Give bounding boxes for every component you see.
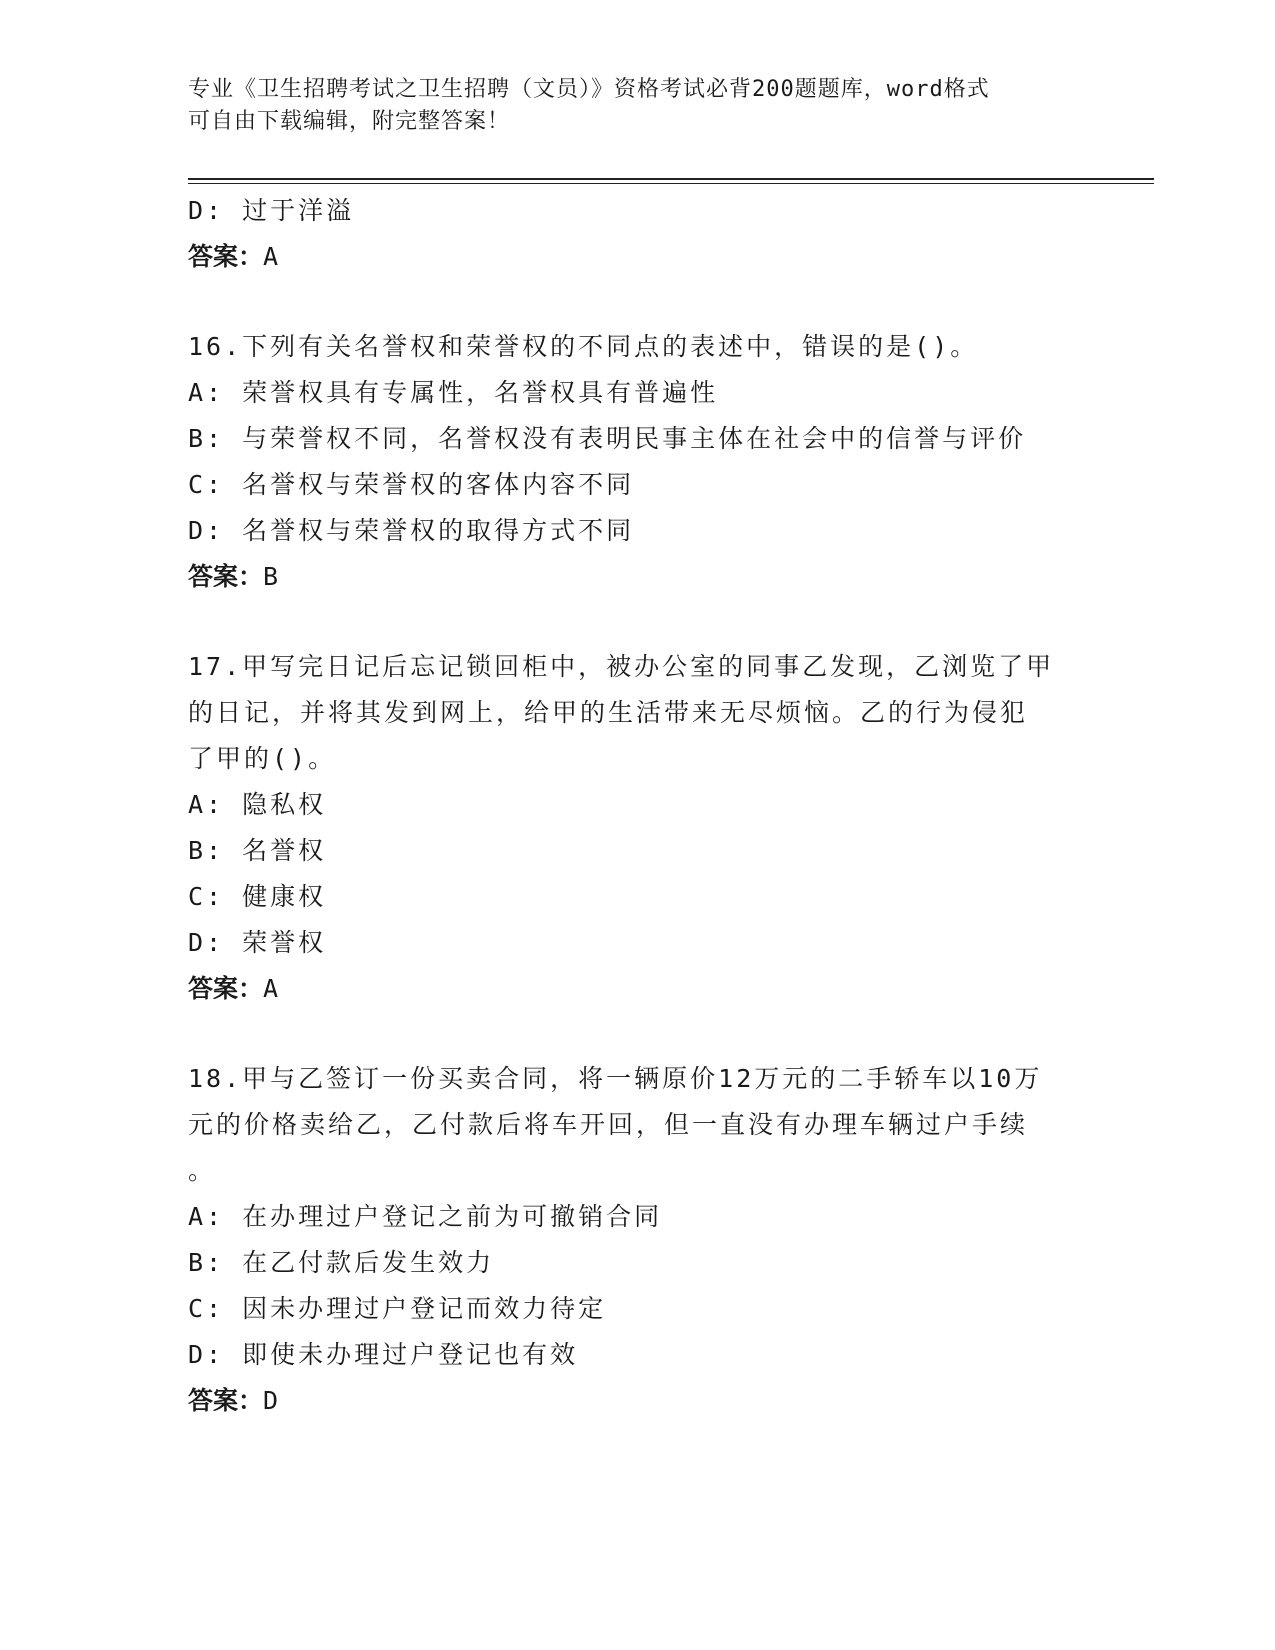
answer-value: A [263, 242, 279, 271]
option-c: C: 健康权 [188, 882, 327, 911]
option-d: D: 过于洋溢 [188, 196, 355, 225]
answer-value: A [263, 974, 279, 1003]
option-a: A: 隐私权 [188, 790, 327, 819]
option-a: A: 荣誉权具有专属性，名誉权具有普遍性 [188, 378, 719, 407]
option-b: B: 名誉权 [188, 836, 327, 865]
question-list [188, 188, 1088, 1424]
document-header [188, 74, 1068, 138]
answer-label: 答案： [188, 562, 264, 591]
header-title-line-2: 可自由下载编辑，附完整答案！ [188, 109, 511, 134]
question-stem: 16.下列有关名誉权和荣誉权的不同点的表述中，错误的是()。 [188, 332, 979, 361]
question-stem-line-1: 18.甲与乙签订一份买卖合同，将一辆原价12万元的二手轿车以10万 [188, 1064, 1043, 1093]
answer-label: 答案： [188, 242, 264, 271]
option-c: C: 名誉权与荣誉权的客体内容不同 [188, 470, 635, 499]
spacer [188, 280, 1088, 324]
option-c: C: 因未办理过户登记而效力待定 [188, 1294, 607, 1323]
option-d: D: 名誉权与荣誉权的取得方式不同 [188, 516, 635, 545]
question-stem-line-2: 元的价格卖给乙，乙付款后将车开回，但一直没有办理车辆过户手续 [188, 1110, 1029, 1139]
answer-line [188, 234, 1088, 280]
header-title-line-1: 专业《卫生招聘考试之卫生招聘（文员）》资格考试必背200题题库，word格式 [188, 77, 990, 102]
option-d: D: 即使未办理过户登记也有效 [188, 1340, 579, 1369]
option-a: A: 在办理过户登记之前为可撤销合同 [188, 1202, 663, 1231]
answer-value: B [263, 562, 279, 591]
question-stem-line-3: 了甲的()。 [188, 744, 337, 773]
option-b: B: 与荣誉权不同，名誉权没有表明民事主体在社会中的信誉与评价 [188, 424, 1027, 453]
answer-line [188, 554, 1088, 600]
answer-value: D [263, 1386, 279, 1415]
header-divider-thin [188, 183, 1154, 184]
question-16 [188, 324, 1088, 600]
answer-line [188, 1378, 1088, 1424]
question-18 [188, 1056, 1088, 1424]
answer-label: 答案： [188, 974, 264, 1003]
question-stem-line-3: 。 [188, 1156, 217, 1185]
option-b: B: 在乙付款后发生效力 [188, 1248, 495, 1277]
answer-label: 答案： [188, 1386, 264, 1415]
answer-line [188, 966, 1088, 1012]
option-d: D: 荣誉权 [188, 928, 327, 957]
question-17 [188, 644, 1088, 1012]
header-divider-thick [188, 178, 1154, 180]
question-stem-line-2: 的日记，并将其发到网上，给甲的生活带来无尽烦恼。乙的行为侵犯 [188, 698, 1029, 727]
question-15-tail [188, 188, 1088, 280]
spacer [188, 1012, 1088, 1056]
spacer [188, 600, 1088, 644]
question-stem-line-1: 17.甲写完日记后忘记锁回柜中，被办公室的同事乙发现，乙浏览了甲 [188, 652, 1055, 681]
